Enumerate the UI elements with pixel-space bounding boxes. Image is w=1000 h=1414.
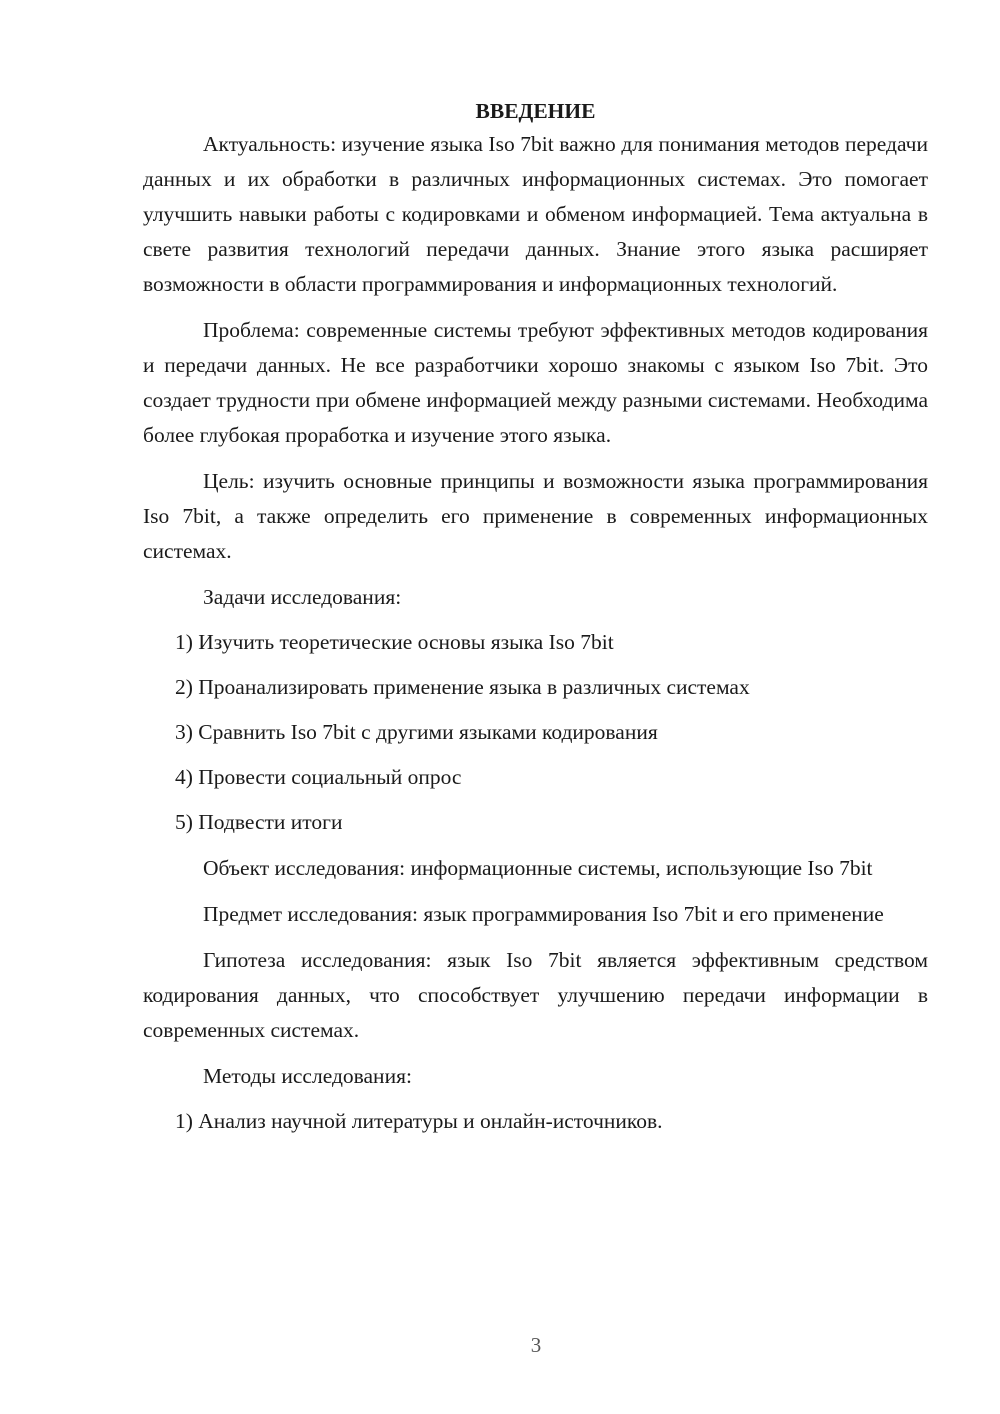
methods-heading: Методы исследования: <box>203 1064 412 1088</box>
tasks-heading: Задачи исследования: <box>203 585 402 609</box>
paragraph-hypothesis: Гипотеза исследования: язык Iso 7bit является эффективным средством кодирования данных, что способствует улучшению передачи информации в современных системах. <box>143 948 928 1042</box>
page-content <box>143 95 928 1139</box>
task-list-item: 2) Проанализировать применение языка в различных системах <box>175 675 750 699</box>
paragraph-goal: Цель: изучить основные принципы и возможности языка программирования Iso 7bit, а также определить его применение в современных информационных системах. <box>143 469 928 563</box>
task-list-item: 4) Провести социальный опрос <box>175 765 462 789</box>
paragraph-object: Объект исследования: информационные системы, использующие Iso 7bit <box>203 856 873 880</box>
page-title: ВВЕДЕНИЕ <box>475 99 596 123</box>
method-list-item: 1) Анализ научной литературы и онлайн-источников. <box>175 1109 663 1133</box>
task-list-item: 3) Сравнить Iso 7bit с другими языками кодирования <box>175 720 658 744</box>
paragraph-problem: Проблема: современные системы требуют эффективных методов кодирования и передачи данных. Не все разработчики хорошо знакомы с языком Iso 7bit. Это создает трудности при обмене информацией между разными системами. Необходима более глубокая проработка и изучение этого языка. <box>143 318 928 447</box>
task-list-item: 1) Изучить теоретические основы языка Iso 7bit <box>175 630 614 654</box>
page-number: 3 <box>530 1333 542 1357</box>
paragraph-subject: Предмет исследования: язык программирования Iso 7bit и его применение <box>203 902 884 926</box>
paragraph-relevance: Актуальность: изучение языка Iso 7bit важно для понимания методов передачи данных и их обработки в различных информационных системах. Это помогает улучшить навыки работы с кодировками и обменом информацией. Тема актуальна в свете развития технологий передачи данных. Знание этого языка расширяет возможности в области программирования и информационных технологий. <box>143 132 928 296</box>
task-list-item: 5) Подвести итоги <box>175 810 343 834</box>
